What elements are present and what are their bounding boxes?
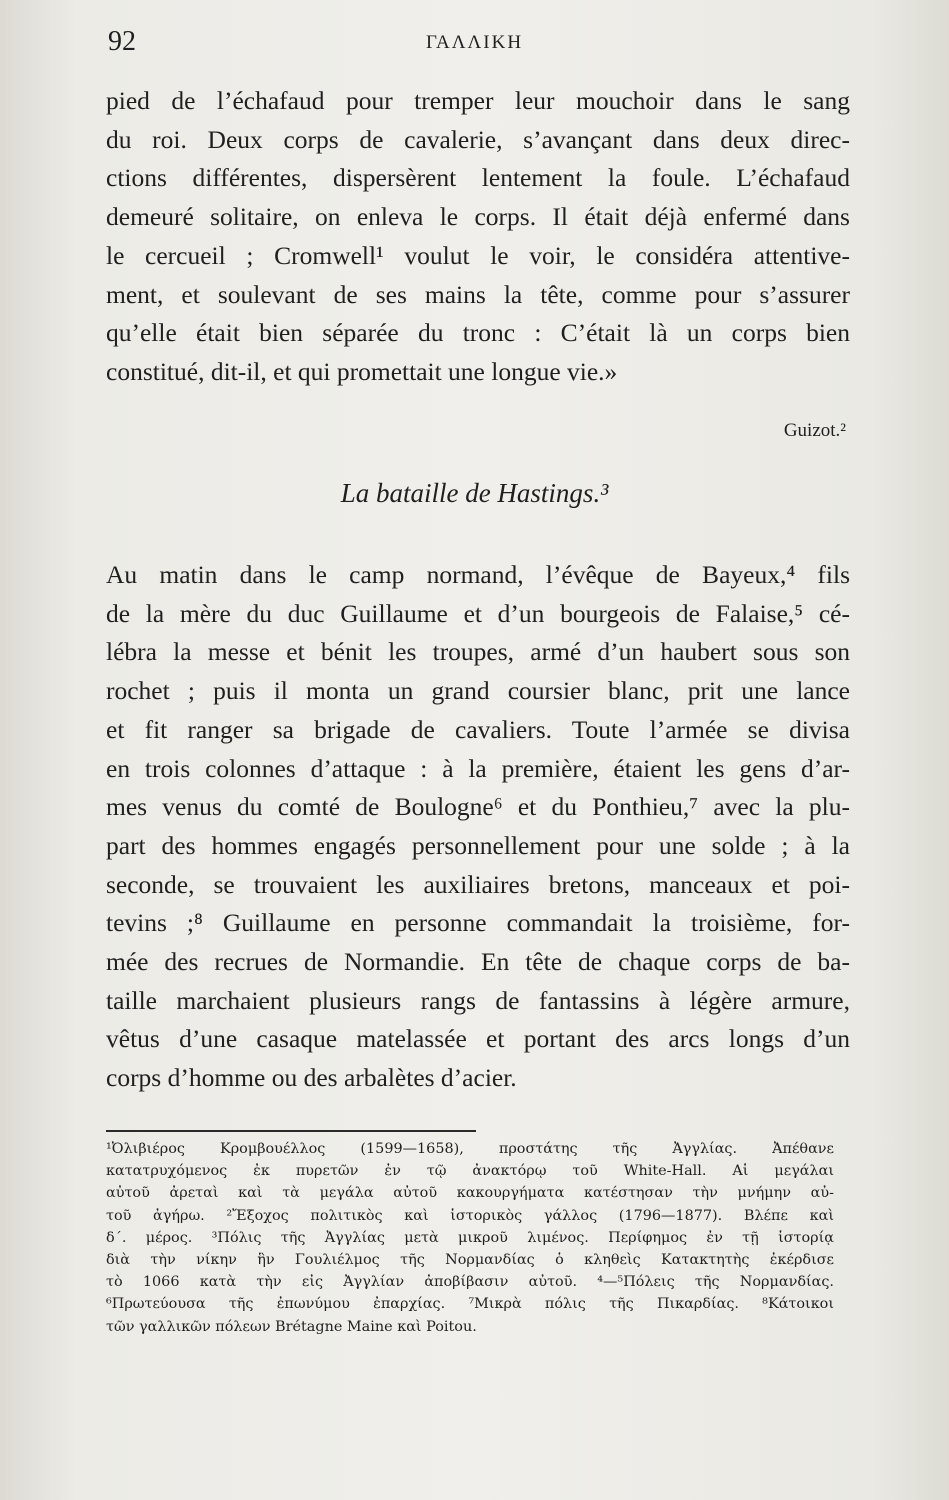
footnote-line: διὰ τὴν νίκην ἣν Γουλιέλμος τῆς Νορμανδίας ὁ κληθεὶς Κατακτητὴς ἐκέρδισε: [106, 1252, 834, 1269]
footnote-line: κατατρυχόμενος ἐκ πυρετῶν ἐν τῷ ἀνακτόρῳ τοῦ White-Hall. Αἱ μεγάλαι: [106, 1163, 834, 1180]
text-line: part des hommes engagés personnellement pour une solde ; à la: [106, 830, 850, 860]
text-line: demeuré solitaire, on enleva le corps. Il était déjà enfermé dans: [106, 202, 850, 232]
text-line: constitué, dit-il, et qui promettait une longue vie.»: [106, 356, 618, 386]
page-number: 92: [108, 26, 136, 57]
footnote-line: ¹Ὀλιβιέρος Κρομβουέλλος (1599—1658), προστάτης τῆς Ἀγγλίας. Ἀπέθανε: [106, 1141, 834, 1157]
text-line: du roi. Deux corps de cavalerie, s’avançant dans deux direc-: [106, 124, 850, 154]
text-line: ctions différentes, dispersèrent lentement la foule. L’échafaud: [106, 163, 850, 193]
text-line: en trois colonnes d’attaque : à la première, étaient les gens d’ar-: [106, 753, 850, 783]
section-title: La bataille de Hastings.³: [340, 478, 609, 508]
text-line: pied de l’échafaud pour tremper leur mouchoir dans le sang: [106, 86, 850, 115]
text-line: qu’elle était bien séparée du tronc : C’était là un corps bien: [106, 318, 850, 348]
text-line: vêtus d’une casaque matelassée et portant des arcs longs d’un: [106, 1024, 850, 1054]
text-line: de la mère du duc Guillaume et d’un bourgeois de Falaise,⁵ cé-: [106, 598, 850, 628]
footnote-line: τὸ 1066 κατὰ τὴν εἰς Ἀγγλίαν ἀποβίβασιν αὐτοῦ. ⁴—⁵Πόλεις τῆς Νορμανδίας.: [106, 1274, 834, 1291]
excerpt-guizot: [106, 82, 850, 392]
text-line: mes venus du comté de Boulogne⁶ et du Ponthieu,⁷ avec la plu-: [106, 792, 850, 822]
footnote-line: ⁶Πρωτεύουσα τῆς ἐπωνύμου ἐπαρχίας. ⁷Μικρὰ πόλις τῆς Πικαρδίας. ⁸Κάτοικοι: [106, 1296, 834, 1313]
text-line: taille marchaient plusieurs rangs de fantassins à légère armure,: [106, 985, 850, 1015]
text-line: rochet ; puis il monta un grand coursier blanc, prit une lance: [106, 676, 850, 706]
text-line: seconde, se trouvaient les auxiliaires bretons, manceaux et poi-: [106, 869, 850, 899]
text-line: et fit ranger sa brigade de cavaliers. Toute l’armée se divisa: [106, 714, 850, 744]
footnote-line: αὐτοῦ ἀρεταὶ καὶ τὰ μεγάλα αὐτοῦ κακουργήματα κατέστησαν τὴν μνήμην αὐ-: [106, 1185, 834, 1202]
footnote-line: δ´. μέρος. ³Πόλις τῆς Ἀγγλίας μετὰ μικροῦ λιμένος. Περίφημος ἐν τῇ ἱστορίᾳ: [106, 1229, 834, 1246]
author-attribution: Guizot.²: [783, 420, 846, 441]
excerpt-hastings: [106, 556, 850, 1098]
running-header: [0, 24, 949, 64]
text-line: corps d’homme ou des arbalètes d’acier.: [106, 1063, 517, 1093]
footnote-divider: [106, 1130, 476, 1132]
text-line: tevins ;⁸ Guillaume en personne commandait la troisième, for-: [106, 908, 850, 938]
footnotes: [106, 1138, 834, 1338]
footnote-line: τοῦ ἀγήρω. ²Ἔξοχος πολιτικὸς καὶ ἱστορικὸς γάλλος (1796—1877). Βλέπε καὶ: [106, 1207, 834, 1224]
text-line: mée des recrues de Normandie. En tête de chaque corps de ba-: [106, 947, 850, 977]
text-line: lébra la messe et bénit les troupes, armé d’un haubert sous son: [106, 637, 850, 667]
text-line: ment, et soulevant de ses mains la tête, comme pour s’assurer: [106, 279, 850, 309]
text-line: Au matin dans le camp normand, l’évêque de Bayeux,⁴ fils: [106, 560, 850, 589]
text-line: le cercueil ; Cromwell¹ voulut le voir, le considéra attentive-: [106, 240, 850, 270]
running-title: ΓΑΛΛΙΚΗ: [425, 32, 524, 53]
footnote-line: τῶν γαλλικῶν πόλεων Brétagne Maine καὶ Poitou.: [106, 1318, 477, 1335]
